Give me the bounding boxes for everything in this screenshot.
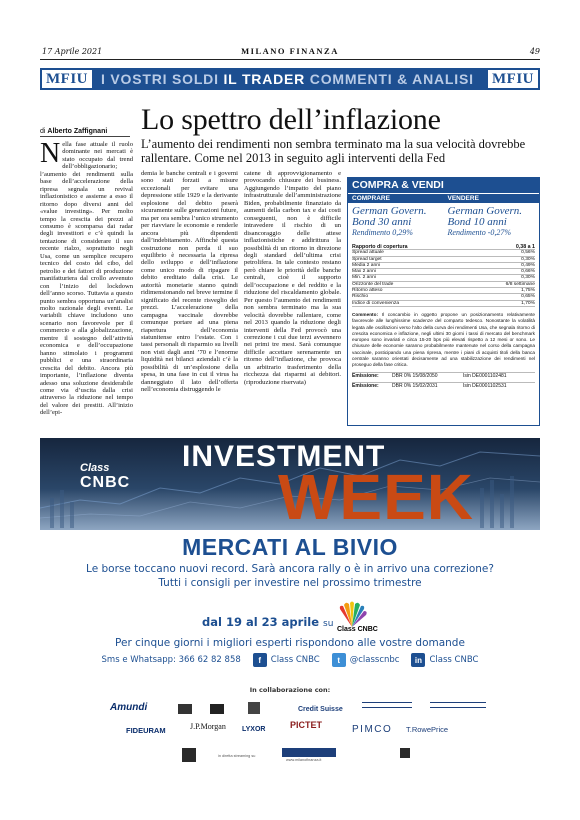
- folio: [0, 0, 580, 42]
- article-column-3: catene di approvvigionamento e provocando chiusure dei business. Aggiungendo l’impatto del piano infrastrutturale dell’amministrazione Biden, probabilmente finanziato da aumenti della carbon tax e dai costi conseguenti, non è difficile intravedere il rischio di un disancoraggio delle attese inflazionistiche e addirittura la possibilità di un ritorno in direzione degli standard dell’ultima crisi petrolifera. In tale contesto restano però chiare le priorità delle banche centrali, cioè il supporto dell’occupazione e del reddito e la riduzione del riscaldamento globale. Per questo l’aumento dei rendimenti non sembra terminato ma la sua velocità dovrebbe rallentare, come nel 2013 quando la riduzione degli interventi della Fed provocò una correzione i cui due terzi avvennero nei primi tre mesi. Sarà comunque difficile accettare serenamente un ritorno dell’inflazione, che provoca un arbitrario trasferimento della ricchezza dai risparmi ai debitori. (riproduzione riservata): [244, 170, 341, 386]
- milanofinanza-site[interactable]: www.milanofinanza.it: [286, 758, 322, 762]
- linkedin-icon: in: [411, 653, 425, 667]
- sponsor-jpmorgan: J.P.Morgan: [190, 722, 226, 731]
- sponsor-amundi: Amundi: [110, 702, 148, 713]
- ad-hero-banner: [40, 438, 540, 530]
- article-headline: Lo spettro dell’inflazione: [141, 103, 441, 136]
- table-row: Ritorno atteso 1,75%: [352, 288, 535, 294]
- banner-text: [94, 71, 486, 87]
- table-row: Min. 2 anni 0,30%: [352, 275, 535, 281]
- banner-part3: COMMENTI & ANALISI: [309, 71, 474, 87]
- buy-label: COMPRARE: [352, 195, 390, 202]
- compra-vendi-box: [347, 177, 540, 426]
- sponsor-logo-mark: [182, 748, 196, 762]
- ad-subtitle-line-2: Tutti i consigli per investire nel prossimo trimestre: [158, 577, 422, 589]
- ad-dates: dal 19 al 23 aprile su: [202, 615, 334, 629]
- table-row: Spread target 0,30%: [352, 256, 535, 262]
- table-row: Rischio 0,65%: [352, 294, 535, 300]
- byline: [40, 128, 130, 137]
- ad-subtitle: [40, 562, 540, 590]
- facebook-link[interactable]: f Class CNBC: [253, 653, 320, 667]
- sell-bond-yield: Rendimento -0,27%: [447, 228, 512, 237]
- emission-row: Emissione: DBR 0% 15/02/2031 Isin DE0001102531: [352, 382, 535, 390]
- sponsor-fideuram: FIDEURAM: [126, 726, 166, 735]
- sell-bond: [444, 203, 540, 238]
- advertisement-investment-week[interactable]: [40, 438, 540, 810]
- sponsor-t-rowe-price: T.RowePrice: [406, 725, 449, 734]
- sponsor-logo-mark: [178, 704, 192, 714]
- table-row: Orizzonte del trade 6/8 settimane: [352, 281, 535, 287]
- mfiu-logo-left: MFIU: [40, 68, 94, 90]
- twitter-link[interactable]: t @classcnbc: [332, 653, 400, 667]
- compra-vendi-bonds: [348, 203, 539, 238]
- sms-whatsapp-contact[interactable]: Sms e Whatsapp: 366 62 82 858: [101, 655, 241, 665]
- table-row: Indice di convenienza 1,70%: [352, 300, 535, 306]
- compra-vendi-title: COMPRA & VENDI: [348, 178, 539, 193]
- ad-headline: MERCATI AL BIVIO: [182, 534, 398, 560]
- banner-part1: I VOSTRI SOLDI: [101, 71, 219, 87]
- sponsor-lyxor: LYXOR: [242, 726, 266, 733]
- app-icon: [400, 748, 410, 758]
- banner-part2: IL TRADER: [223, 71, 306, 87]
- sponsor-logo-mark: [210, 704, 224, 714]
- ad-contacts: [40, 653, 540, 667]
- table-row: Rapporto di copertura 0,38 a 1: [352, 244, 535, 250]
- sponsor-pictet: PICTET: [290, 720, 323, 730]
- sell-bond-name: German Govern. Bond 10 anni: [447, 205, 523, 228]
- sponsor-logo-mark: [248, 702, 260, 714]
- folio-rule: [40, 59, 540, 60]
- table-row: Spread attuale 0,56%: [352, 250, 535, 256]
- buy-bond-yield: Rendimento 0,29%: [352, 228, 413, 237]
- compra-vendi-table: [352, 244, 535, 307]
- article-column-2: demia le banche centrali e i governi sono stati forzati a misure eccezionali per evitare una depressione stile 1929 e la derivante esplosione del debito peserà sicuramente sulle generazioni future, ma per ora sembra l’unico strumento per riavviare le economie e renderle ancora più dipendenti dall’indebitamento. Affinché questa costruzione non perda il suo equilibrio è necessaria la ripresa dello sviluppo e dell’inflazione come unico modo di ripagare il debito ereditato dalla crisi. Le autorità monetarie stanno quindi ridimensionando nel breve termine il significato del recente risveglio dei prezzi. L’accelerazione della campagna vaccinale dovrebbe comunque portare ad una piena riapertura dell’economia statunitense entro l’estate. Con i tassi personali di risparmio su livelli non visti dagli anni ’70 e l’enorme liquidità nei bilanci aziendali c’è la possibilità di un’esplosione della spesa, in una fase in cui il virus ha danneggiato il lato dell’offerta nell’economia distruggendo le: [141, 170, 238, 394]
- linkedin-link[interactable]: in Class CNBC: [411, 653, 478, 667]
- section-banner: [40, 68, 540, 90]
- emission-row: Emissione: DBR 0% 15/08/2050 Isin DE0001102481: [352, 372, 535, 380]
- sponsor-logo-mark: [362, 702, 412, 708]
- article-column-1: [40, 141, 133, 426]
- week-word: WEEK: [278, 461, 474, 530]
- sponsor-pimco: PIMCO: [352, 724, 393, 735]
- twitter-icon: t: [332, 653, 346, 667]
- sponsor-credit-suisse: Credit Suisse: [298, 706, 343, 713]
- comment-text: Il concambio in oggetto propone un posizionamento relativamente favorevole alle lunghissime scadenze del comparto tedesco. Nonostante la volatilità legata alle oscillazioni verso l’alto della curva dei rendimenti Usa, che segnala ritorno di crescita economica e inflazione, negli ultimi 30 giorni i tassi di mercato del benchmark europeo sono invariati e circa 15-20 bps più elevati rispetto a 12 mesi or sono. Le chiusure delle economie saranno probabilmente mantenute nel corso della campagna vaccinale, posticipando una piena ripresa, mentre i piani di acquisti titoli della banca centrale saranno orientati decisamente ad una stabilizzazione dei rendimenti nel proseguo della fase critica.: [352, 311, 535, 368]
- investment-word: INVESTMENT: [182, 440, 386, 473]
- ad-subtitle-line-1: Le borse toccano nuovi record. Sarà ancora rally o è in arrivo una correzione?: [86, 563, 494, 575]
- author-name: Alberto Zaffignani: [47, 128, 108, 135]
- comment-label: Commento:: [352, 311, 379, 317]
- folio-date: 17 Aprile 2021: [42, 47, 103, 56]
- table-row: Max 2 anni 0,66%: [352, 269, 535, 275]
- folio-page-number: 49: [529, 47, 540, 56]
- collaboration-label: In collaborazione con:: [249, 686, 331, 694]
- table-row: Media 2 anni 0,49%: [352, 262, 535, 268]
- compra-vendi-labels: [348, 194, 539, 203]
- buy-bond-name: German Govern. Bond 30 anni: [352, 205, 427, 228]
- cnbc-channel-label: Class CNBC: [337, 626, 378, 633]
- sell-label: VENDERE: [447, 195, 479, 202]
- facebook-icon: f: [253, 653, 267, 667]
- mfiu-logo-right: MFIU: [486, 68, 540, 90]
- folio-publication: MILANO FINANZA: [241, 46, 339, 56]
- column-1-text: ella fase attuale il ruolo dominante nei mercati è stato occupato dal trend dell’obbligazionario; l’aumento dei rendimenti sulla base dell’accelerazione della ripresa segnala un revival inflazionistico e assieme a esso il ritorno dopo diversi anni del «value investing». Per molto tempo la crescita dei prezzi al consumo è scomparsa dai radar degli investitori e c’è quindi la tentazione di considerare il suo recente rialzo, soprattutto negli Usa, come un semplice recupero tecnico del costo del cibo, del petrolio e dei fattori di produzione manifatturiera dal crollo avvenuto con l’inizio del lockdown dell’anno scorso. Tuttavia a questo punto sembra opportuna un’analisi molto razionale degli eventi. Le variabili chiave includono uno scenario non favorevole per il commercio e alla globalizzazione, mentre il sostegno dell’attività economica e dell’occupazione hanno stimolato i programmi pubblici e una straordinaria crescita del debito. Ancora più importante, l’inflazione diventa adesso una soluzione desiderabile come via d’uscita dalla crisi attraverso la riduzione nel tempo del valore dei prestiti. All’inizio dell’epi-: [40, 141, 133, 417]
- byline-prefix: di: [40, 128, 46, 135]
- class-cnbc-logo: Class CNBC: [80, 462, 131, 491]
- ad-five-days: Per cinque giorni i migliori esperti rispondono alle vostre domande: [115, 637, 465, 649]
- compra-vendi-comment: [352, 312, 535, 369]
- buy-bond: [348, 203, 444, 238]
- drop-cap: N: [40, 141, 61, 169]
- article-subhead: L’aumento dei rendimenti non sembra terminato ma la sua velocità dovrebbe rallentare. Come nel 2013 in seguito agli interventi della Fed: [141, 137, 526, 165]
- sponsor-logos: [100, 698, 500, 798]
- sponsor-logo-mark: [430, 702, 486, 708]
- milano-finanza-logo: [282, 748, 336, 757]
- streaming-label: in diretta streaming su: [218, 754, 256, 758]
